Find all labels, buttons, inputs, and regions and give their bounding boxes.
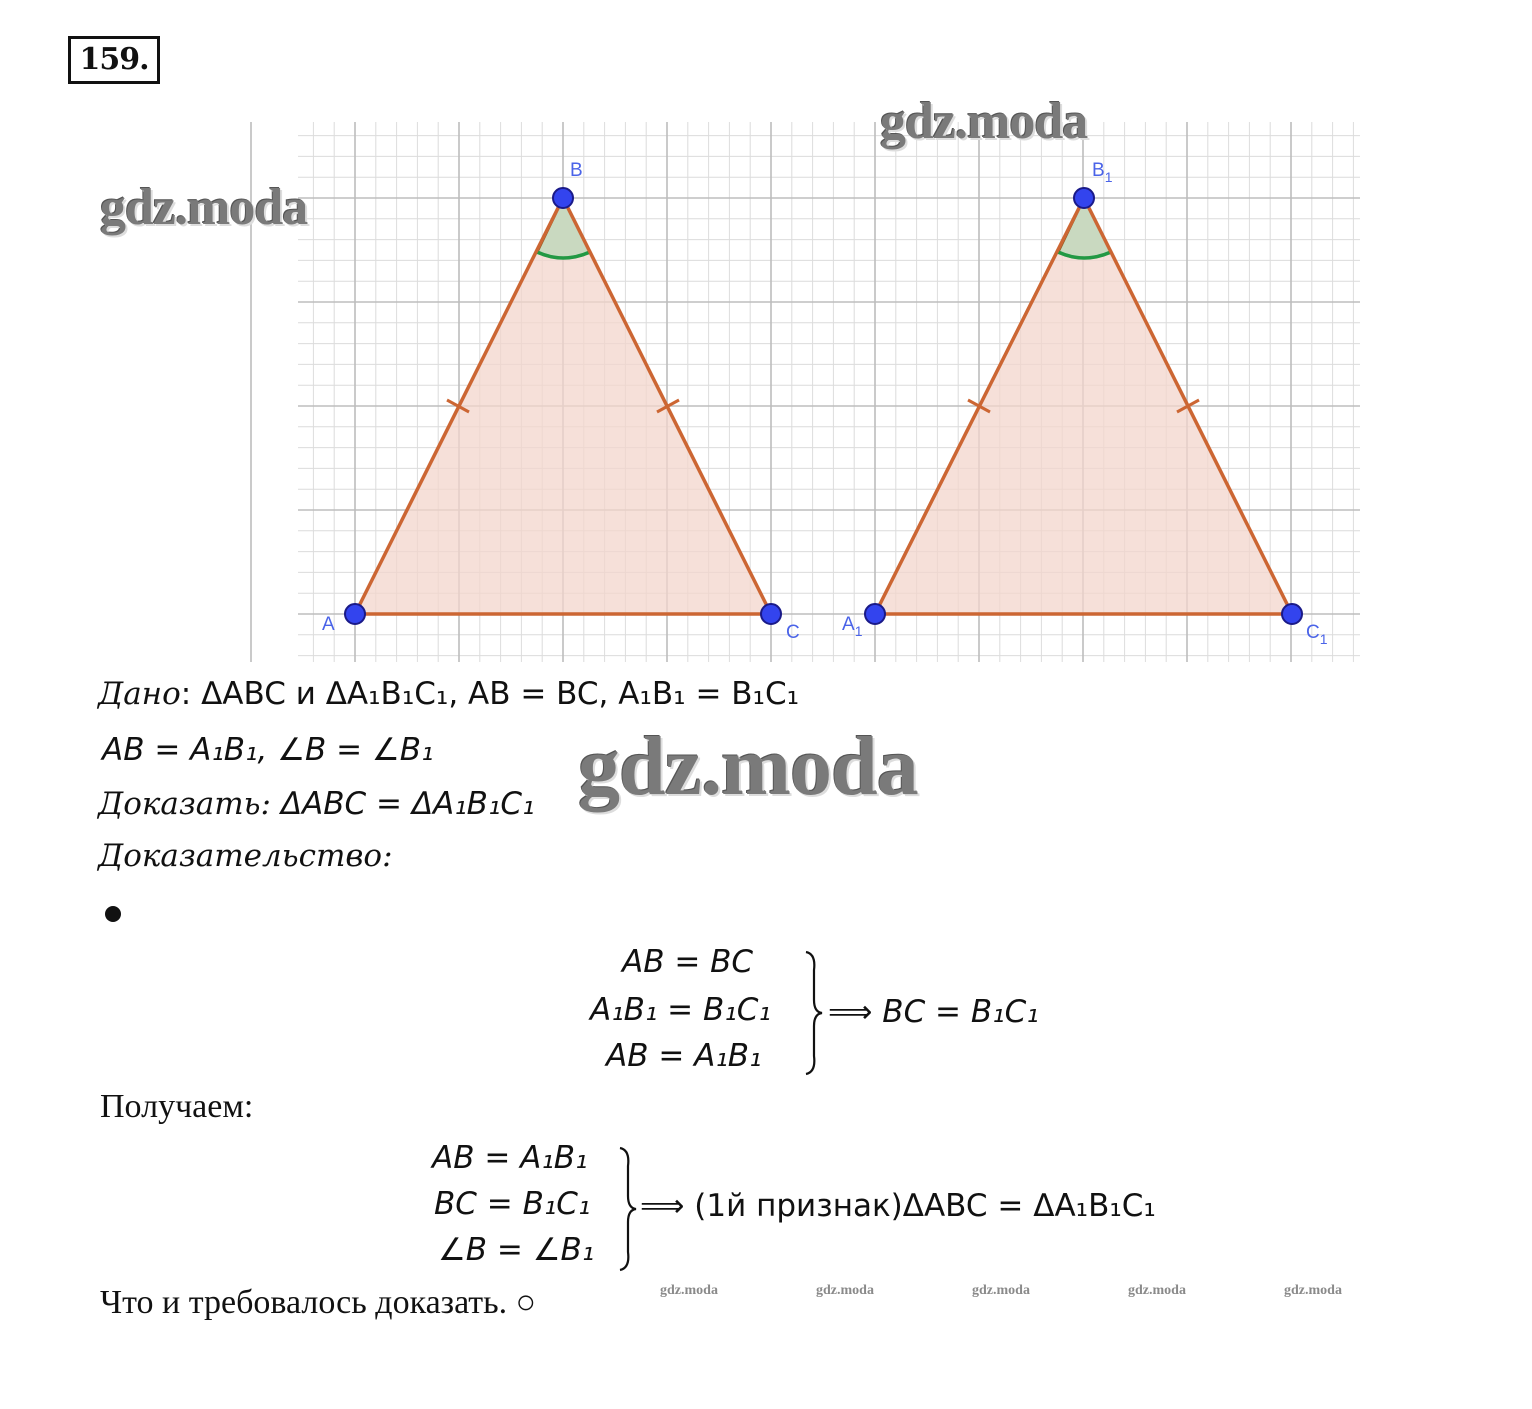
sys2-result: ⟹ (1й признак)ΔABC = ΔA₁B₁C₁ [640, 1188, 1156, 1224]
sys2-row-1: AB = A₁B₁ [432, 1140, 588, 1176]
watermark-small: gdz.moda [816, 1283, 874, 1298]
sys1-row-1: AB = BC [622, 944, 754, 980]
sys1-row-2: A₁B₁ = B₁C₁ [590, 992, 771, 1028]
problem-number: 159. [68, 36, 160, 84]
given-label: Дано [98, 676, 181, 712]
label-c: C [786, 622, 800, 643]
system-2 [430, 1136, 1250, 1276]
sys1-row-3: AB = A₁B₁ [606, 1038, 762, 1074]
proof-label: Доказательство: [98, 838, 393, 874]
watermark: gdz.moda [100, 179, 308, 236]
point-b [553, 188, 573, 208]
sys1-result: ⟹ BC = B₁C₁ [828, 994, 1039, 1030]
watermark-small: gdz.moda [1284, 1283, 1342, 1298]
watermark-small: gdz.moda [972, 1283, 1030, 1298]
label-a1: $A_1$ [842, 614, 863, 639]
qed-line: Что и требовалось доказать. ○ [100, 1284, 537, 1321]
label-b1: $B_1$ [1092, 160, 1113, 185]
point-b1 [1074, 188, 1094, 208]
watermark-small: gdz.moda [1128, 1283, 1186, 1298]
point-c [761, 604, 781, 624]
prove-line [98, 786, 534, 822]
label-b: B [570, 160, 583, 181]
sys2-row-2: BC = B₁C₁ [434, 1186, 591, 1222]
given-line-2: AB = A₁B₁, ∠B = ∠B₁ [102, 732, 434, 768]
watermark: gdz.moda [578, 720, 918, 813]
given-line-1 [98, 676, 799, 712]
point-c1 [1282, 604, 1302, 624]
sys2-brace [616, 1146, 638, 1272]
label-a: A [322, 614, 335, 635]
sys2-row-3: ∠B = ∠B₁ [438, 1232, 595, 1268]
label-c1: $C_1$ [1306, 622, 1328, 647]
given-expr-1: : ΔABC и ΔA₁B₁C₁, AB = BC, A₁B₁ = B₁C₁ [180, 676, 800, 712]
point-a [345, 604, 365, 624]
prove-expr: ΔABC = ΔA₁B₁C₁ [270, 786, 535, 822]
obtain-label: Получаем: [100, 1088, 254, 1125]
sys1-brace [802, 950, 824, 1076]
bullet [105, 906, 121, 922]
triangles-figure [0, 0, 1532, 680]
prove-label: Доказать: [98, 786, 271, 822]
point-a1 [865, 604, 885, 624]
watermark: gdz.moda [880, 93, 1088, 150]
watermark-small: gdz.moda [660, 1283, 718, 1298]
system-1 [580, 940, 1100, 1080]
